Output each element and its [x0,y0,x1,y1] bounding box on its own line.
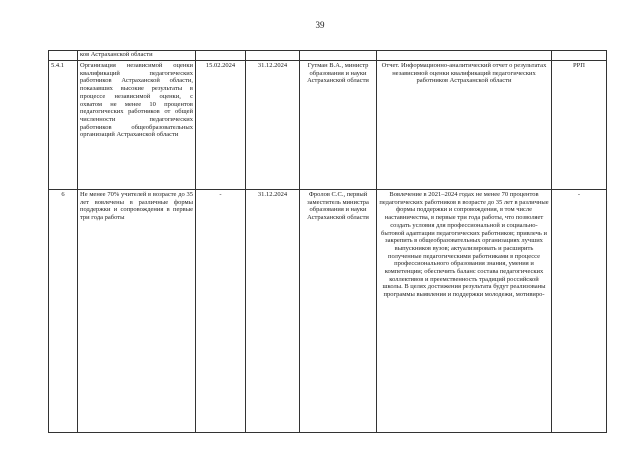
page-number: 39 [315,20,325,30]
start-date-cell: - [196,190,246,433]
end-date-cell: 31.12.2024 [246,190,300,433]
type-cell: РРП [552,61,607,190]
end-date-cell: 31.12.2024 [246,61,300,190]
table-row-continuation [49,51,607,61]
start-date-cell: 15.02.2024 [196,61,246,190]
task-cell: Организация независимой оценки квалификаций педагогических работников Астраханской области, показавших высокие результаты в процессе независимой оценки, с охватом не менее 10 процентов педагогических работников от общей численности педагогических работников общеобразовательных организаций Астраханской области [78,61,196,190]
table-row [49,190,607,433]
result-cell: Отчет. Информационно-аналитический отчет о результатах независимой оценки квалификаций педагогических работников Астраханской области [377,61,552,190]
responsible-cell: Фролов С.С., первый заместитель министра образования и науки Астраханской области [300,190,377,433]
continuation-text: ков Астраханской области [78,51,196,61]
responsible-cell: Гутман В.А., министр образования и науки Астраханской области [300,61,377,190]
result-cell: Вовлечение в 2021–2024 годах не менее 70 процентов педагогических работников в возрасте до 35 лет в различные формы поддержки и сопровождения, в том числе наставничества, в первые три года работы, что позволяет создать условия для профессиональной и социально-бытовой адаптации педагогических работников; привлечь и закрепить в общеобразовательных организациях лучших выпускников вузов; актуализировать и расширить полученные педагогическими работниками в процессе профессионального образования знания, умения и компетенции; обеспечить баланс состава педагогических коллективов и преемственность традиций российской школы. В целях достижения результата будут реализованы программы выявления и поддержки молодежи, мотивиро- [377,190,552,433]
row-number: 6 [49,190,78,433]
table-row [49,61,607,190]
type-cell: - [552,190,607,433]
task-cell: Не менее 70% учителей в возрасте до 35 лет вовлечены в различные формы поддержки и сопровождения в первые три года работы [78,190,196,433]
plan-table [48,50,607,433]
row-number: 5.4.1 [49,61,78,190]
